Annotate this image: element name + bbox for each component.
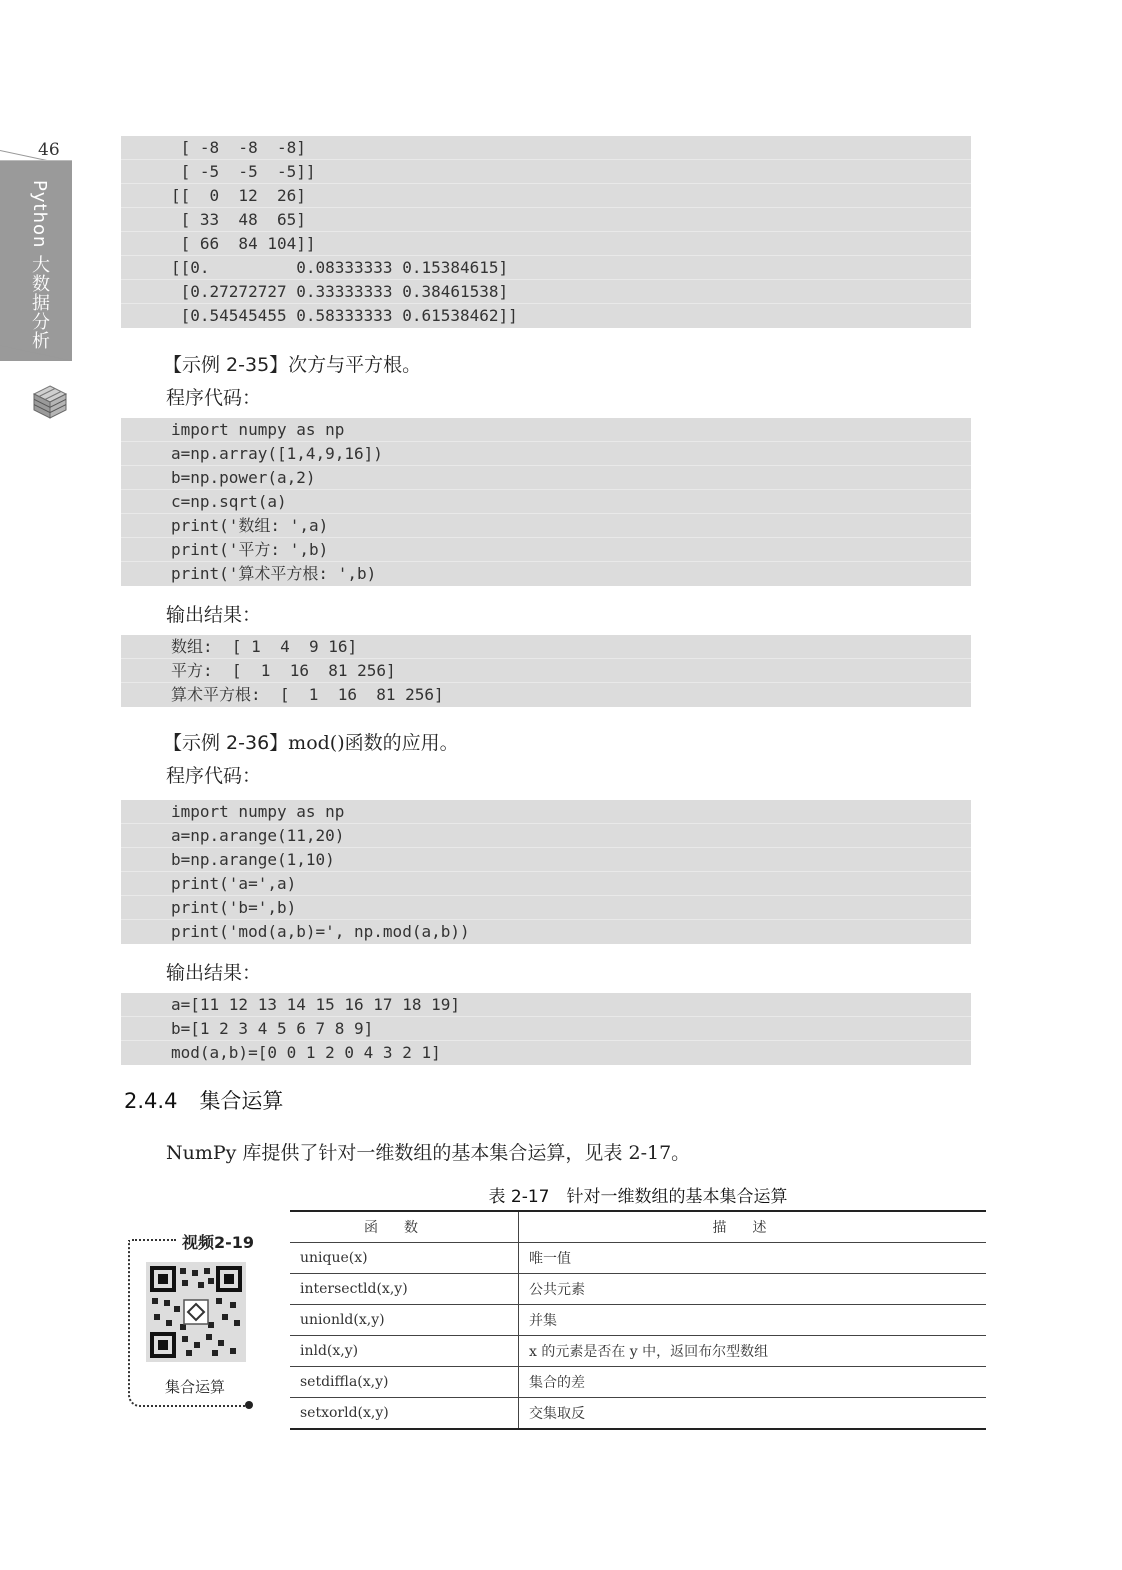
description-cell: 唯一值 (519, 1243, 987, 1274)
table-header-row (290, 1211, 986, 1243)
code-line: b=[1 2 3 4 5 6 7 8 9] (121, 1017, 971, 1041)
example-36-caption (163, 728, 459, 755)
code-line: 算术平方根: [ 1 16 81 256] (171, 685, 444, 704)
side-tab-title: Python 大数据分析 (29, 180, 50, 351)
code-line: [ 33 48 65] (121, 208, 971, 232)
table-row (290, 1274, 986, 1305)
example-35-caption (163, 350, 421, 377)
function-cell: unionld(x,y) (290, 1305, 519, 1336)
code-line: import numpy as np (121, 800, 971, 824)
video-title: 视频2-19 (178, 1230, 254, 1253)
function-cell: intersectld(x,y) (290, 1274, 519, 1305)
video-frame-dots (132, 1239, 176, 1241)
code-line: b=np.arange(1,10) (121, 848, 971, 872)
code-line: [[ 0 12 26] (121, 184, 971, 208)
function-cell: setdiffla(x,y) (290, 1367, 519, 1398)
function-cell: setxorld(x,y) (290, 1398, 519, 1430)
example-35-output-block (121, 635, 971, 707)
table-row (290, 1243, 986, 1274)
code-line: c=np.sqrt(a) (121, 490, 971, 514)
video-frame-end-dot (245, 1401, 253, 1409)
description-cell: 并集 (519, 1305, 987, 1336)
code-line: print('a=',a) (121, 872, 971, 896)
table-row (290, 1367, 986, 1398)
page-number: 46 (38, 140, 60, 160)
example-35-text: 次方与平方根。 (288, 354, 422, 376)
example-36-tag: 【示例 2-36】 (163, 732, 289, 754)
description-cell: 交集取反 (519, 1398, 987, 1430)
code-line: [ -8 -8 -8] (121, 136, 971, 160)
example-36-code-label: 程序代码： (166, 765, 262, 787)
code-line: a=np.arange(11,20) (121, 824, 971, 848)
example-36-text: mod()函数的应用。 (288, 732, 459, 754)
set-operations-table (290, 1210, 986, 1430)
table-row (290, 1305, 986, 1336)
code-line: a=[11 12 13 14 15 16 17 18 19] (121, 993, 971, 1017)
code-line: [[0. 0.08333333 0.15384615] (121, 256, 971, 280)
code-line: a=np.array([1,4,9,16]) (121, 442, 971, 466)
header-description: 描述 (519, 1211, 987, 1243)
code-line: [0.27272727 0.33333333 0.38461538] (121, 280, 971, 304)
description-cell: x 的元素是否在 y 中，返回布尔型数组 (519, 1336, 987, 1367)
code-line: print('b=',b) (121, 896, 971, 920)
code-line: print('算术平方根: ',b) (171, 564, 377, 583)
code-line: mod(a,b)=[0 0 1 2 0 4 3 2 1] (171, 1043, 441, 1062)
code-line: 数组: [ 1 4 9 16] (121, 635, 971, 659)
section-number: 2.4.4 (124, 1089, 178, 1113)
header-function: 函数 (290, 1211, 519, 1243)
section-title: 集合运算 (199, 1089, 284, 1113)
cube-logo-icon (30, 382, 70, 422)
function-cell: inld(x,y) (290, 1336, 519, 1367)
code-line: 平方: [ 1 16 81 256] (121, 659, 971, 683)
example-35-code-label: 程序代码： (166, 387, 262, 409)
section-paragraph: NumPy 库提供了针对一维数组的基本集合运算，见表 2-17。 (166, 1142, 691, 1164)
description-cell: 集合的差 (519, 1367, 987, 1398)
example-36-code-block (121, 800, 971, 944)
table-row (290, 1336, 986, 1367)
output-block-1 (121, 136, 971, 328)
function-cell: unique(x) (290, 1243, 519, 1274)
example-35-tag: 【示例 2-35】 (163, 354, 289, 376)
code-line: print('平方: ',b) (121, 538, 971, 562)
example-36-output-label: 输出结果： (166, 962, 262, 984)
code-line: [0.54545455 0.58333333 0.61538462]] (171, 306, 518, 325)
code-line: print('mod(a,b)=', np.mod(a,b)) (171, 922, 470, 941)
section-heading (124, 1085, 283, 1115)
example-36-output-block (121, 993, 971, 1065)
video-caption: 集合运算 (164, 1378, 225, 1396)
code-line: [ 66 84 104]] (121, 232, 971, 256)
table-title: 表 2-17 针对一维数组的基本集合运算 (488, 1187, 788, 1207)
code-line: import numpy as np (121, 418, 971, 442)
qr-code-icon[interactable] (146, 1262, 246, 1362)
table-row (290, 1398, 986, 1430)
example-35-code-block (121, 418, 971, 586)
code-line: print('数组: ',a) (121, 514, 971, 538)
code-line: b=np.power(a,2) (121, 466, 971, 490)
example-35-output-label: 输出结果： (166, 604, 262, 626)
code-line: [ -5 -5 -5]] (121, 160, 971, 184)
description-cell: 公共元素 (519, 1274, 987, 1305)
